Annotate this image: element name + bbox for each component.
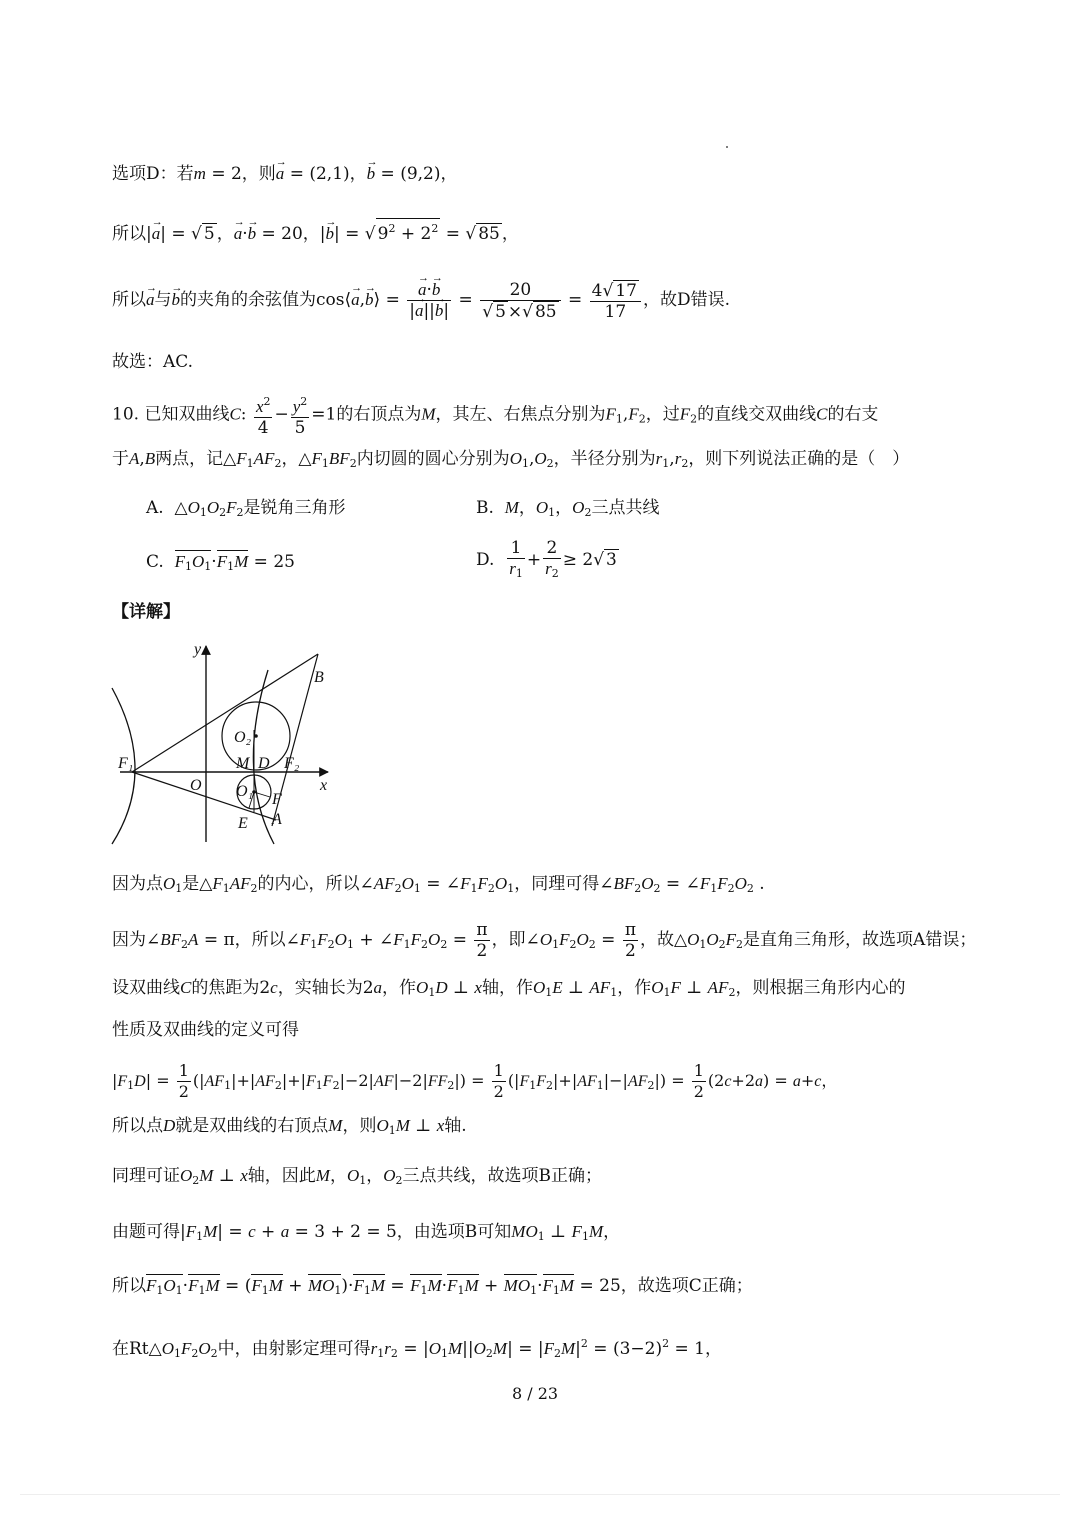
- label-m: M: [236, 755, 250, 772]
- label-e: E: [238, 815, 248, 832]
- label-f: F: [272, 791, 282, 808]
- option-c-letter: C.: [146, 552, 164, 572]
- question-10-line-2: 于A,B两点，记$\triangle F_1AF_2$，$\triangle F_1BF_2$内切圆的圆心分别为$O_1,O_2$，半径分别为$r_1,r_2$，则下列说法正确的是（ ）: [112, 449, 910, 470]
- page-number: 8 / 23: [512, 1384, 559, 1403]
- text-line-3: 所以→ a与→ b的夹角的余弦值为cos⟨→ a,→ b⟩ = → $\frac{a\cdot\to b}{|\to a||\to b|}$ = $\frac{20}{√ 5 \times√ 85}$ = $\frac{4√ 17}{17}$ ，故D错误.: [112, 276, 730, 324]
- question-10-line-1: 10. 已知双曲线C: $\frac{x^2}{4}$ − $\frac{y^2}{5}$ =1的右顶点为M，其左、右焦点分别为$F_1,F_2$，过$F_2$的直线交双曲线C的右支: [112, 392, 878, 442]
- solution-line-5: $|F_1D|$ = $\frac{1}{2}$ $(|AF_1|+|AF_2|+|F_1F_2|-2|AF|-2|FF_2|)$ = $\frac{1}{2}$ $(|F_1F_2|+|AF_1|-|AF_2|)$ = $\frac{1}{2}$ (2c+2a) = a+c，: [112, 1061, 838, 1101]
- label-y: y: [194, 641, 202, 658]
- text-line-2: 所以|→ a| = √ 5 ，→ a·→ b = 20，|→ b| = √ $9^2 + 2^2$ = √ 85 ，: [112, 218, 519, 246]
- label-f2: F₂: [284, 755, 300, 772]
- solution-line-6: 所以点D就是双曲线的右顶点M，则$O_1M$ ⊥ x轴.: [112, 1116, 467, 1137]
- option-b-letter: B.: [476, 498, 494, 518]
- footer-divider: [20, 1494, 1060, 1495]
- option-d-letter: D.: [476, 550, 495, 570]
- label-o: O: [190, 777, 202, 794]
- solution-line-4: 性质及双曲线的定义可得: [112, 1020, 299, 1040]
- label-b: B: [314, 669, 324, 686]
- point-o2: [254, 734, 258, 738]
- label-x: x: [320, 777, 328, 794]
- solution-line-3: 设双曲线C的焦距为2c，实轴长为2a，作$O_1D$ ⊥ x轴，作$O_1E$ ⊥ $AF_1$，作$O_1F$ ⊥ $AF_2$，则根据三角形内心的: [112, 978, 906, 999]
- label-a: A: [272, 811, 282, 828]
- label-o2: O₂: [234, 729, 252, 746]
- solution-line-8: 由题可得$|F_1M| = c + a = 3 + 2 = 5$，由选项B可知$MO_1$ ⊥ $F_1M$，: [112, 1222, 621, 1243]
- question-number: 10.: [112, 404, 140, 425]
- label-o1: O₁: [236, 783, 254, 800]
- solution-line-9: 所以$F_1O_1\cdot F_1M = (F_1M + MO_1)\cdot F_1M = F_1M\cdot F_1M + MO_1\cdot F_1M = 25$，故选项C正确；: [112, 1274, 753, 1301]
- option-b: B. M，$O_1$，$O_2$三点共线: [476, 498, 660, 519]
- solution-line-2: 因为$\angle BF_2A = \pi$，所以$\angle F_1F_2O_1$ + $\angle F_1F_2O_2$ = $\frac{\pi}{2}$ ，即$\angle O_1F_2O_2$ = $\frac{\pi}{2}$ ，故$\triangle O_1O_2F_2$是直角三角形，故选项A错误；: [112, 920, 977, 961]
- detail-heading: 【详解】: [112, 602, 180, 622]
- text-line-1: 选项D：若m = 2，则→ a = (2,1)，→ b = (9,2)，: [112, 162, 458, 186]
- solution-line-10: 在$Rt\triangle O_1F_2O_2$中，由射影定理可得$r_1r_2 = |O_1M||O_2M| = |F_2M|^2 = (3-2)^2 = 1$，: [112, 1337, 722, 1360]
- solution-line-1: 因为点$O_1$是$\triangle F_1AF_2$的内心，所以$\angle AF_2O_1$ = $\angle F_1F_2O_1$，同理可得$\angle BF_2O_2$ = $\angle F_1F_2O_2$ .: [112, 874, 765, 895]
- text-line-4: 故选：AC.: [112, 352, 194, 372]
- label-d: D: [258, 755, 270, 772]
- hyperbola-figure: [110, 640, 340, 846]
- option-d: D. $\frac{1}{r_1}$ + $\frac{2}{r_2}$ ≥ 2√ 3: [476, 537, 617, 580]
- scan-speck: [726, 146, 728, 148]
- option-c: C. $F_1O_1\cdot F_1M = 25$: [146, 550, 295, 577]
- option-a: A. $\triangle O_1O_2F_2$是锐角三角形: [146, 498, 346, 519]
- label-f1: F₁: [118, 755, 134, 772]
- option-a-letter: A.: [146, 498, 164, 518]
- solution-line-7: 同理可证$O_2M$ ⊥ x轴，因此M，$O_1$，$O_2$三点共线，故选项B正确；: [112, 1166, 603, 1187]
